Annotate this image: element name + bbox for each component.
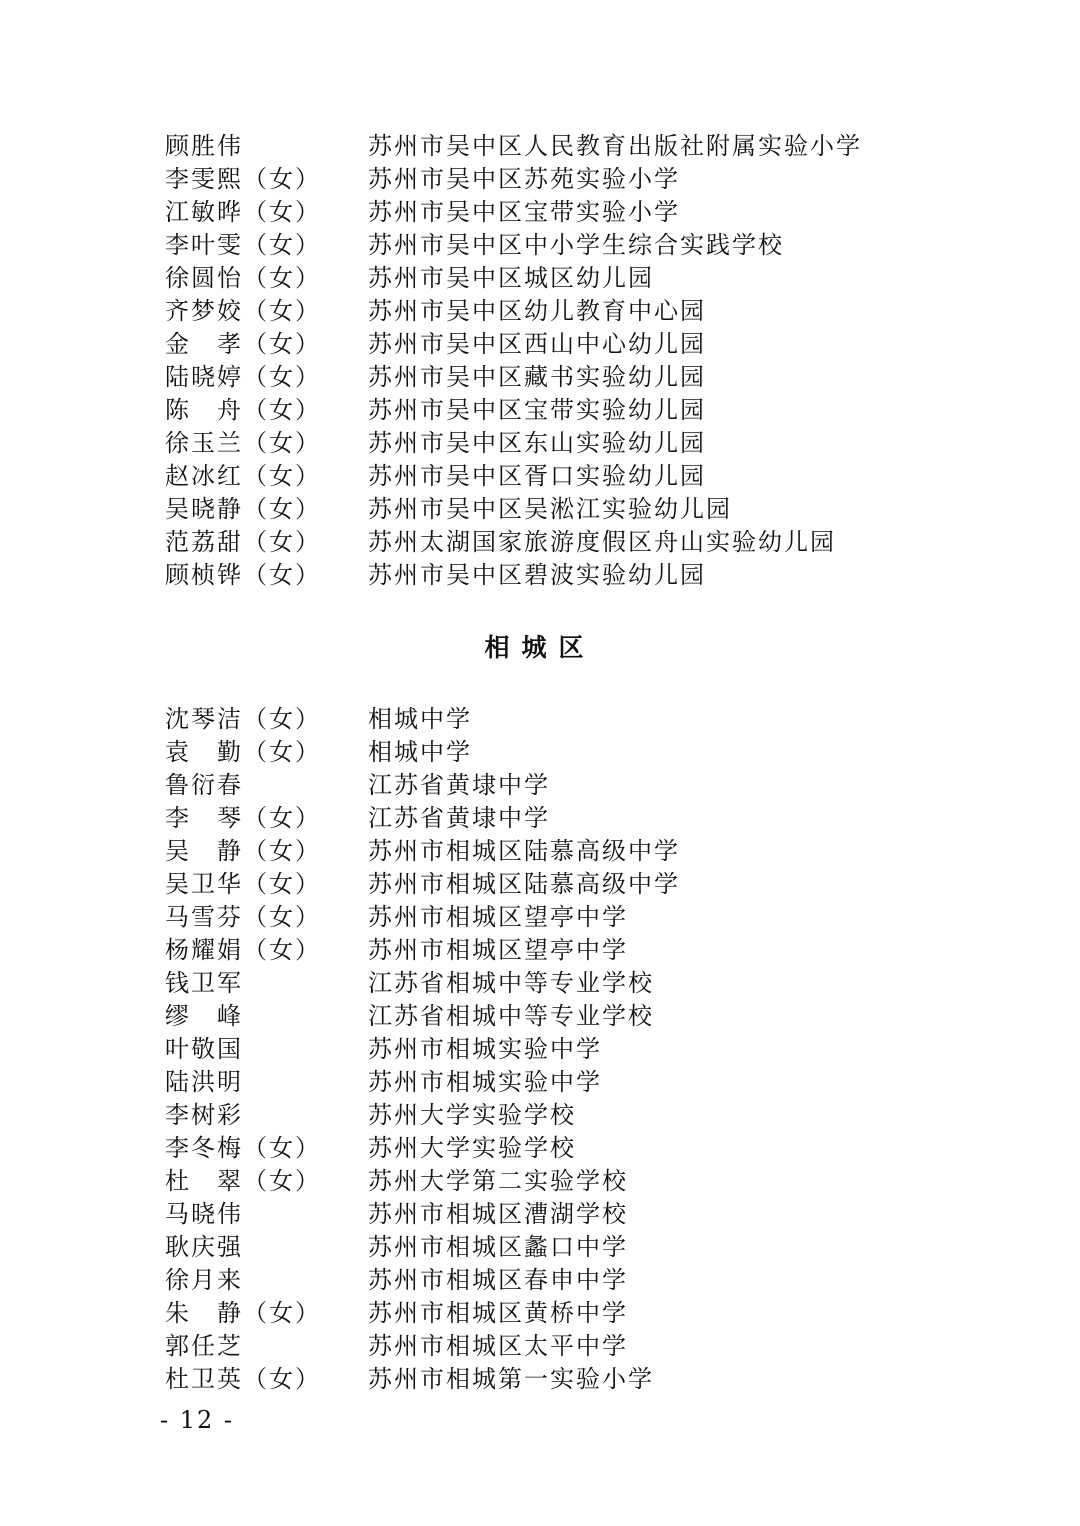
list-item	[165, 802, 925, 835]
list-item	[165, 526, 925, 559]
list-item	[165, 1066, 925, 1099]
organization-name: 苏州市吴中区碧波实验幼儿园	[368, 561, 706, 589]
organization-name: 苏州市吴中区人民教育出版社附属实验小学	[368, 132, 862, 160]
organization-name: 苏州市吴中区西山中心幼儿园	[368, 330, 706, 358]
person-name: 李树彩	[165, 1101, 243, 1129]
list-item	[165, 1231, 925, 1264]
list-item	[165, 229, 925, 262]
organization-name: 苏州市相城区太平中学	[368, 1332, 628, 1360]
list-item	[165, 1198, 925, 1231]
organization-name: 江苏省黄埭中学	[368, 804, 550, 832]
organization-name: 苏州市相城区陆慕高级中学	[368, 870, 680, 898]
person-name: 吴 静（女）	[165, 837, 321, 865]
person-name: 徐月来	[165, 1266, 243, 1294]
list-item	[165, 1363, 925, 1396]
person-name: 金 孝（女）	[165, 330, 321, 358]
organization-name: 苏州市相城区漕湖学校	[368, 1200, 628, 1228]
list-item	[165, 295, 925, 328]
organization-name: 苏州大学实验学校	[368, 1134, 576, 1162]
organization-name: 苏州市相城第一实验小学	[368, 1365, 654, 1393]
person-name: 顾桢铧（女）	[165, 561, 321, 589]
list-item	[165, 736, 925, 769]
organization-name: 苏州市吴中区城区幼儿园	[368, 264, 654, 292]
organization-name: 苏州市相城区蠡口中学	[368, 1233, 628, 1261]
person-name: 沈琴洁（女）	[165, 705, 321, 733]
person-name: 吴卫华（女）	[165, 870, 321, 898]
list-item	[165, 427, 925, 460]
person-name: 缪 峰	[165, 1002, 243, 1030]
person-name: 李雯熙（女）	[165, 165, 321, 193]
list-item	[165, 1330, 925, 1363]
person-name: 陈 舟（女）	[165, 396, 321, 424]
list-item	[165, 1000, 925, 1033]
entry-list-xiangcheng	[165, 703, 925, 1396]
organization-name: 苏州市吴中区胥口实验幼儿园	[368, 462, 706, 490]
person-name: 杜 翠（女）	[165, 1167, 321, 1195]
organization-name: 苏州市相城区陆慕高级中学	[368, 837, 680, 865]
person-name: 李冬梅（女）	[165, 1134, 321, 1162]
list-item	[165, 1165, 925, 1198]
person-name: 马晓伟	[165, 1200, 243, 1228]
list-item	[165, 1264, 925, 1297]
list-item	[165, 1132, 925, 1165]
person-name: 陆晓婷（女）	[165, 363, 321, 391]
organization-name: 苏州市吴中区吴淞江实验幼儿园	[368, 495, 732, 523]
organization-name: 苏州市吴中区中小学生综合实践学校	[368, 231, 784, 259]
list-item	[165, 1033, 925, 1066]
person-name: 钱卫军	[165, 969, 243, 997]
list-item	[165, 1099, 925, 1132]
organization-name: 苏州市相城区望亭中学	[368, 936, 628, 964]
person-name: 鲁衍春	[165, 771, 243, 799]
organization-name: 相城中学	[368, 705, 472, 733]
person-name: 郭任芝	[165, 1332, 243, 1360]
organization-name: 江苏省相城中等专业学校	[368, 969, 654, 997]
organization-name: 苏州大学实验学校	[368, 1101, 576, 1129]
list-item	[165, 559, 925, 592]
organization-name: 苏州市吴中区幼儿教育中心园	[368, 297, 706, 325]
person-name: 范荔甜（女）	[165, 528, 321, 556]
organization-name: 江苏省黄埭中学	[368, 771, 550, 799]
list-item	[165, 934, 925, 967]
list-item	[165, 262, 925, 295]
person-name: 徐圆怡（女）	[165, 264, 321, 292]
organization-name: 苏州市吴中区宝带实验小学	[368, 198, 680, 226]
person-name: 顾胜伟	[165, 132, 243, 160]
organization-name: 苏州市相城实验中学	[368, 1035, 602, 1063]
person-name: 李叶雯（女）	[165, 231, 321, 259]
list-item	[165, 394, 925, 427]
person-name: 袁 勤（女）	[165, 738, 321, 766]
person-name: 江敏晔（女）	[165, 198, 321, 226]
person-name: 陆洪明	[165, 1068, 243, 1096]
organization-name: 苏州市吴中区苏苑实验小学	[368, 165, 680, 193]
organization-name: 苏州市相城区黄桥中学	[368, 1299, 628, 1327]
person-name: 马雪芬（女）	[165, 903, 321, 931]
organization-name: 苏州市相城区春申中学	[368, 1266, 628, 1294]
organization-name: 相城中学	[368, 738, 472, 766]
person-name: 吴晓静（女）	[165, 495, 321, 523]
list-item	[165, 868, 925, 901]
list-item	[165, 460, 925, 493]
person-name: 赵冰红（女）	[165, 462, 321, 490]
list-item	[165, 1297, 925, 1330]
person-name: 杨耀娟（女）	[165, 936, 321, 964]
list-item	[165, 163, 925, 196]
person-name: 徐玉兰（女）	[165, 429, 321, 457]
organization-name: 苏州市相城区望亭中学	[368, 903, 628, 931]
list-item	[165, 328, 925, 361]
section-heading-xiangcheng: 相城区	[484, 633, 596, 662]
list-item	[165, 835, 925, 868]
person-name: 叶敬国	[165, 1035, 243, 1063]
organization-name: 苏州市吴中区东山实验幼儿园	[368, 429, 706, 457]
organization-name: 苏州太湖国家旅游度假区舟山实验幼儿园	[368, 528, 836, 556]
list-item	[165, 901, 925, 934]
organization-name: 苏州大学第二实验学校	[368, 1167, 628, 1195]
person-name: 李 琴（女）	[165, 804, 321, 832]
list-item	[165, 703, 925, 736]
list-item	[165, 769, 925, 802]
list-item	[165, 493, 925, 526]
organization-name: 苏州市吴中区藏书实验幼儿园	[368, 363, 706, 391]
page-number: - 12 -	[160, 1406, 235, 1434]
person-name: 耿庆强	[165, 1233, 243, 1261]
entry-list-wuzhong	[165, 130, 925, 592]
organization-name: 苏州市吴中区宝带实验幼儿园	[368, 396, 706, 424]
list-item	[165, 967, 925, 1000]
organization-name: 苏州市相城实验中学	[368, 1068, 602, 1096]
organization-name: 江苏省相城中等专业学校	[368, 1002, 654, 1030]
list-item	[165, 196, 925, 229]
person-name: 齐梦姣（女）	[165, 297, 321, 325]
person-name: 杜卫英（女）	[165, 1365, 321, 1393]
person-name: 朱 静（女）	[165, 1299, 321, 1327]
list-item	[165, 361, 925, 394]
list-item	[165, 130, 925, 163]
